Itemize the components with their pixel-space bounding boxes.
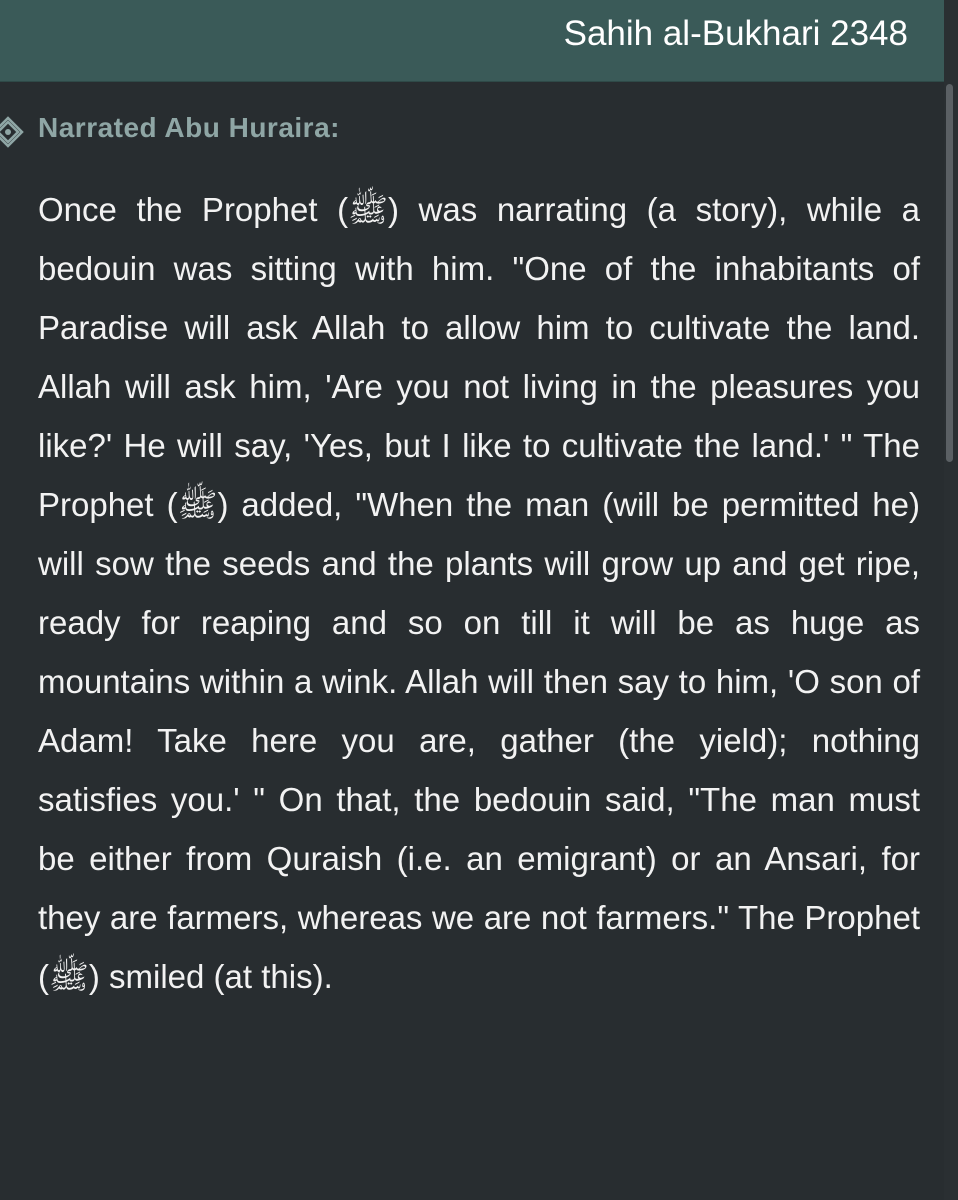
scrollbar-thumb[interactable]	[946, 84, 953, 462]
hadith-reference-title: Sahih al-Bukhari 2348	[563, 14, 908, 53]
ornament-icon	[0, 110, 24, 154]
header-bar	[0, 0, 944, 82]
narrator-heading: Narrated Abu Huraira:	[38, 112, 340, 143]
hadith-body-text: Once the Prophet (ﷺ) was narrating (a story), while a bedouin was sitting with him. "One of the inhabitants of Paradise will ask Allah to allow him to cultivate the land. Allah will ask him, 'Are you not living in the pleasures you like?' He will say, 'Yes, but I like to cultivate the land.' " The Prophet (ﷺ) added, "When the man (will be permitted he) will sow the seeds and the plants will grow up and get ripe, ready for reaping and so on till it will be as huge as mountains within a wink. Allah will then say to him, 'O son of Adam! Take here you are, gather (the yield); nothing satisfies you.' " On that, the bedouin said, "The man must be either from Quraish (i.e. an emigrant) or an Ansari, for they are farmers, whereas we are not farmers." The Prophet (ﷺ) smiled (at this).	[38, 191, 920, 995]
